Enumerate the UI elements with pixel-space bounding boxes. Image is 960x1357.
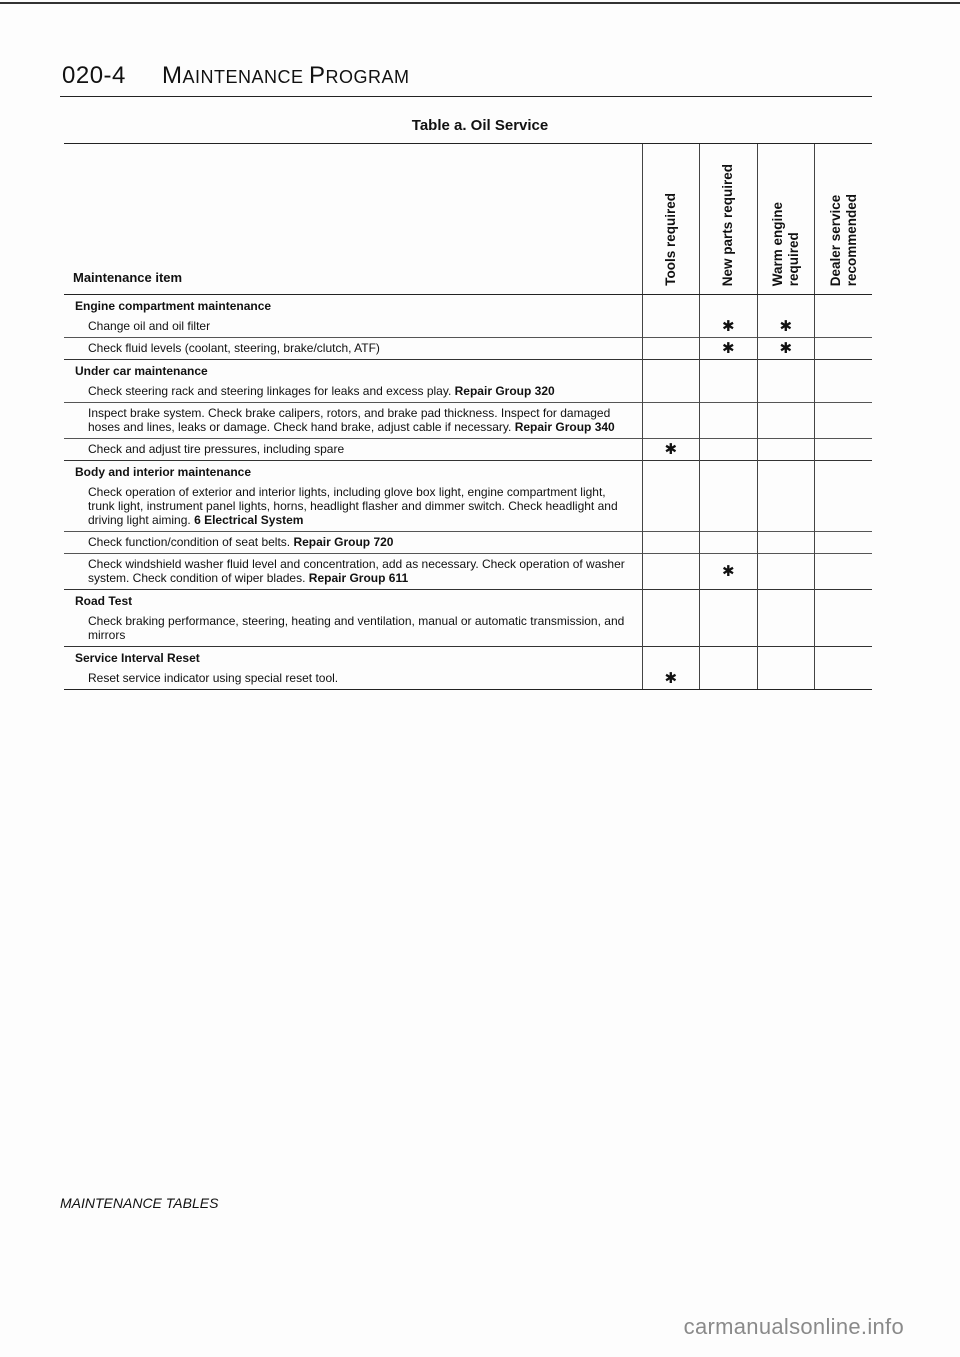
item-description: Reset service indicator using special reset tool. xyxy=(88,671,339,685)
mark-cell xyxy=(815,482,873,532)
table-row xyxy=(64,554,872,590)
mark-cell xyxy=(700,403,758,439)
section-empty-cell xyxy=(642,461,700,483)
maintenance-item-text xyxy=(64,439,642,461)
table-title: Table a. Oil Service xyxy=(411,117,549,134)
column-header-line: Dealer service xyxy=(827,194,843,286)
item-description: Check windshield washer fluid level and concentration, add as necessary. Check operation of washer system. Check condition of wiper blades. xyxy=(88,557,625,585)
mark-cell xyxy=(757,482,815,532)
section-title: Under car maintenance xyxy=(64,360,642,382)
repair-group-reference: Repair Group 720 xyxy=(293,535,394,549)
page-header xyxy=(60,56,872,97)
maintenance-item-text xyxy=(64,338,642,360)
asterisk-mark-icon: ✱ xyxy=(721,563,735,580)
mark-cell xyxy=(700,668,758,690)
table-row xyxy=(64,668,872,690)
mark-cell xyxy=(757,381,815,403)
table-row xyxy=(64,338,872,360)
repair-group-reference: Repair Group 320 xyxy=(454,384,555,398)
section-empty-cell xyxy=(815,461,873,483)
mark-cell xyxy=(642,482,700,532)
item-description: Check function/condition of seat belts. xyxy=(88,535,294,549)
section-empty-cell xyxy=(642,590,700,612)
asterisk-mark-icon: ✱ xyxy=(779,340,793,357)
table-row xyxy=(64,611,872,647)
section-empty-cell xyxy=(757,590,815,612)
page-number: 020-4 xyxy=(62,62,126,89)
section-empty-cell xyxy=(700,461,758,483)
section-empty-cell xyxy=(642,647,700,669)
mark-cell xyxy=(815,611,873,647)
section-empty-cell xyxy=(757,360,815,382)
mark-cell xyxy=(757,403,815,439)
mark-cell xyxy=(757,611,815,647)
mark-cell xyxy=(757,439,815,461)
item-description: Check and adjust tire pressures, including spare xyxy=(88,442,345,456)
mark-cell xyxy=(642,381,700,403)
section-empty-cell xyxy=(815,295,873,317)
maintenance-item-text xyxy=(64,403,642,439)
section-empty-cell xyxy=(815,647,873,669)
section-header-row xyxy=(64,590,872,612)
section-title: Road Test xyxy=(64,590,642,612)
tools-required-header xyxy=(642,144,700,295)
mark-cell xyxy=(815,403,873,439)
mark-cell xyxy=(642,532,700,554)
section-title: Engine compartment maintenance xyxy=(64,295,642,317)
oil-service-table xyxy=(64,143,872,690)
section-empty-cell xyxy=(642,360,700,382)
mark-cell xyxy=(642,668,700,690)
asterisk-mark-icon: ✱ xyxy=(779,318,793,335)
table-row xyxy=(64,482,872,532)
item-description: Check steering rack and steering linkages for leaks and excess play. xyxy=(88,384,455,398)
mark-cell xyxy=(815,381,873,403)
title-cap-1: M xyxy=(162,62,183,89)
column-header-line: New parts required xyxy=(720,163,736,286)
mark-cell xyxy=(815,316,873,338)
asterisk-mark-icon: ✱ xyxy=(721,318,735,335)
section-header-row xyxy=(64,360,872,382)
section-empty-cell xyxy=(815,590,873,612)
table-row xyxy=(64,316,872,338)
section-empty-cell xyxy=(700,360,758,382)
table-row xyxy=(64,439,872,461)
column-header-line: Tools required xyxy=(662,193,678,286)
mark-cell xyxy=(642,554,700,590)
repair-group-reference: 6 Electrical System xyxy=(194,513,304,527)
maintenance-item-text xyxy=(64,554,642,590)
section-empty-cell xyxy=(757,295,815,317)
mark-cell xyxy=(642,611,700,647)
section-empty-cell xyxy=(700,590,758,612)
section-empty-cell xyxy=(642,295,700,317)
repair-group-reference: Repair Group 611 xyxy=(308,571,409,585)
maintenance-item-text xyxy=(64,381,642,403)
title-rest-1: AINTENANCE xyxy=(182,67,310,87)
mark-cell xyxy=(757,554,815,590)
column-header-line: Warm engine xyxy=(769,201,785,286)
mark-cell xyxy=(757,668,815,690)
asterisk-mark-icon: ✱ xyxy=(664,441,678,458)
mark-cell xyxy=(642,439,700,461)
section-empty-cell xyxy=(757,461,815,483)
mark-cell xyxy=(815,554,873,590)
mark-cell xyxy=(815,532,873,554)
title-rest-2: ROGRAM xyxy=(325,67,410,87)
title-cap-2: P xyxy=(309,62,326,89)
table-row xyxy=(64,403,872,439)
maintenance-item-text xyxy=(64,611,642,647)
asterisk-mark-icon: ✱ xyxy=(721,340,735,357)
table-header-row xyxy=(64,144,872,295)
asterisk-mark-icon: ✱ xyxy=(664,670,678,687)
mark-cell xyxy=(700,554,758,590)
mark-cell xyxy=(700,532,758,554)
mark-cell xyxy=(700,316,758,338)
table-body xyxy=(64,295,872,690)
item-description: Inspect brake system. Check brake calipers, rotors, and brake pad thickness. Inspect for damaged hoses and lines, leaks or damage. Check hand brake, adjust cable if necessary. xyxy=(88,406,611,434)
footer-section-label: MAINTENANCE TABLES xyxy=(60,1195,219,1211)
section-empty-cell xyxy=(700,647,758,669)
new-parts-required-header xyxy=(700,144,758,295)
section-title: Service Interval Reset xyxy=(64,647,642,669)
mark-cell xyxy=(700,611,758,647)
mark-cell xyxy=(757,338,815,360)
section-empty-cell xyxy=(815,360,873,382)
maintenance-item-text xyxy=(64,532,642,554)
mark-cell xyxy=(757,316,815,338)
column-header-line: required xyxy=(785,231,801,286)
maintenance-item-header: Maintenance item xyxy=(64,144,642,295)
mark-cell xyxy=(700,439,758,461)
section-header-row xyxy=(64,647,872,669)
mark-cell xyxy=(700,381,758,403)
maintenance-item-text xyxy=(64,668,642,690)
mark-cell xyxy=(642,403,700,439)
dealer-service-recommended-header xyxy=(815,144,873,295)
column-header-line: recommended xyxy=(843,193,859,286)
item-description: Check braking performance, steering, heating and ventilation, manual or automatic transmission, and mirrors xyxy=(88,614,625,642)
item-description: Check operation of exterior and interior lights, including glove box light, engine compartment light, trunk light, instrument panel lights, horns, headlight flasher and dimmer switch. Check headlight and driving light aiming. xyxy=(88,485,618,527)
page-title xyxy=(162,62,410,90)
section-empty-cell xyxy=(700,295,758,317)
warm-engine-required-header xyxy=(757,144,815,295)
section-header-row xyxy=(64,461,872,483)
maintenance-item-text xyxy=(64,482,642,532)
repair-group-reference: Repair Group 340 xyxy=(514,420,615,434)
table-row xyxy=(64,532,872,554)
top-rule xyxy=(0,2,960,4)
mark-cell xyxy=(815,338,873,360)
mark-cell xyxy=(815,439,873,461)
maintenance-item-text xyxy=(64,316,642,338)
item-description: Check fluid levels (coolant, steering, brake/clutch, ATF) xyxy=(88,341,380,355)
section-title: Body and interior maintenance xyxy=(64,461,642,483)
table-row xyxy=(64,381,872,403)
mark-cell xyxy=(700,482,758,532)
mark-cell xyxy=(757,532,815,554)
item-description: Change oil and oil filter xyxy=(88,319,211,333)
mark-cell xyxy=(700,338,758,360)
mark-cell xyxy=(642,316,700,338)
mark-cell xyxy=(815,668,873,690)
mark-cell xyxy=(642,338,700,360)
section-empty-cell xyxy=(757,647,815,669)
section-header-row xyxy=(64,295,872,317)
watermark: carmanualsonline.info xyxy=(683,1314,904,1339)
